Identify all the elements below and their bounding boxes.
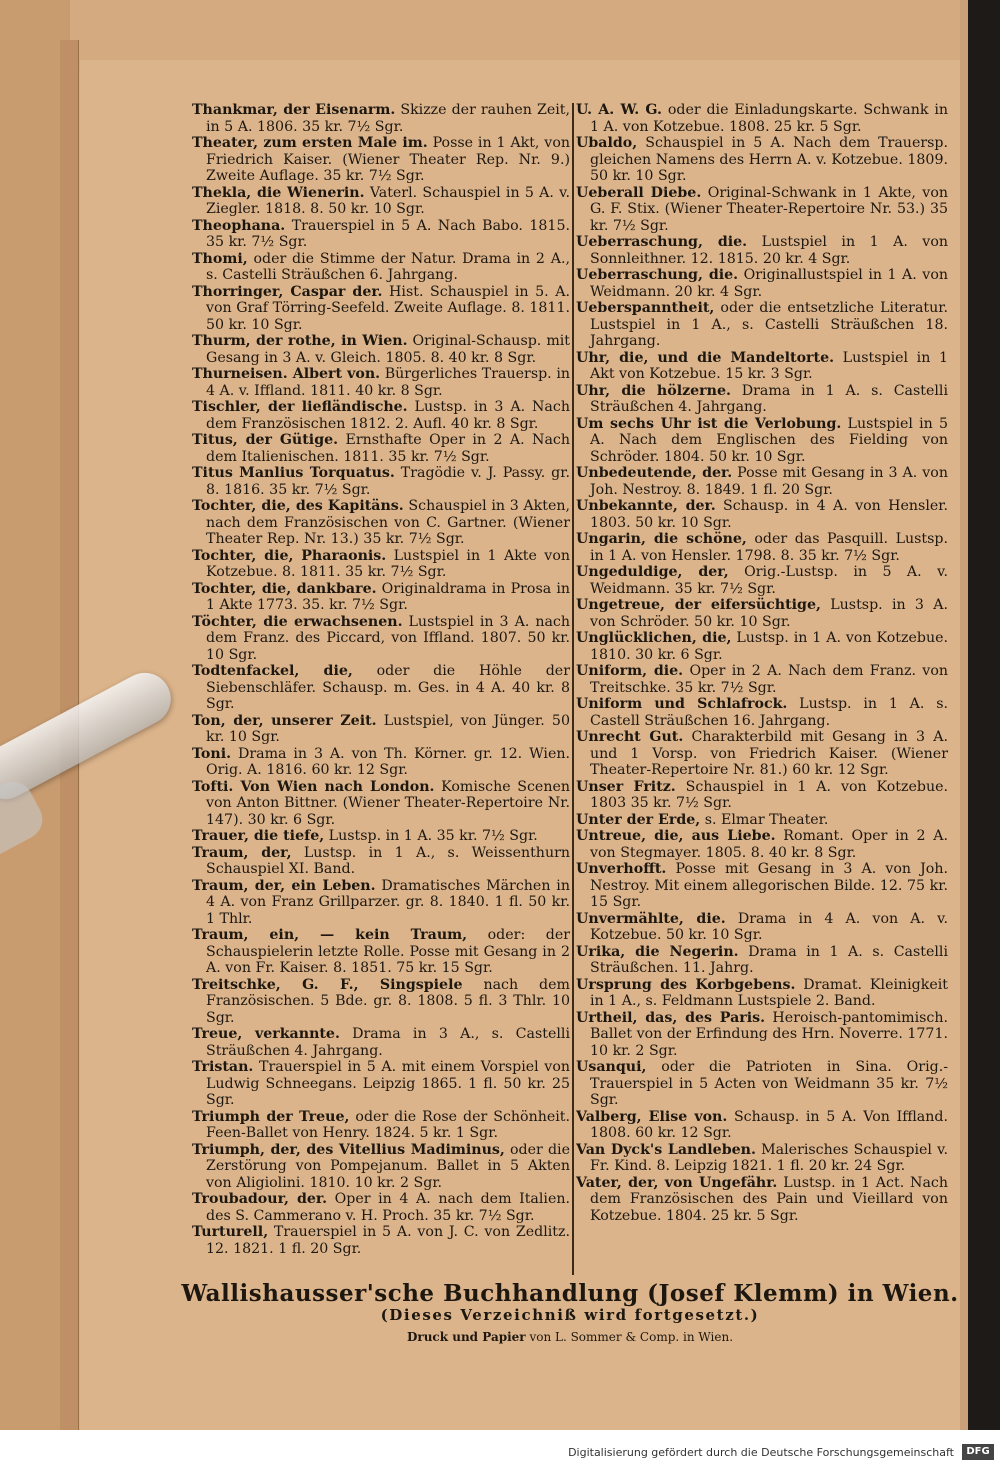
right-column [576,102,948,1224]
catalog-entry [192,581,570,614]
entry-details: Heroisch-pantomimisch. Ballet von der Erfindung des Hrn. Noverre. 1771. 10 kr. 2 Sgr. [590,1009,948,1059]
catalog-entry [192,1109,570,1142]
entry-details: Bürgerliches Trauersp. in 4 A. v. Iffland. 1811. 40 kr. 8 Sgr. [206,366,570,399]
entry-details: Dramatisches Märchen in 4 A. von Franz Grillparzer. gr. 8. 1840. 1 fl. 50 kr. 1 Thlr. [206,877,570,927]
entry-title: Thekla, die Wienerin. [192,184,365,201]
entry-title: Treitschke, G. F., Singspiele [192,976,463,993]
entry-title: Todtenfackel, die, [192,663,353,679]
catalog-entry [192,1059,570,1109]
catalog-entry [192,746,570,779]
catalog-entry [192,1026,570,1059]
catalog-entry [192,498,570,548]
column-divider [572,103,574,1275]
printer-bold: Druck und Papier [406,1330,526,1344]
catalog-entry [576,597,948,630]
entry-details: Trauerspiel in 5 A. mit einem Vorspiel von Ludwig Schneegans. Leipzig 1865. 1 fl. 50 kr. 25 Sgr. [206,1059,570,1108]
scanner-dark-border [968,0,1000,1430]
catalog-entry [192,432,570,465]
catalog-entry [576,1142,948,1175]
entry-details: Komische Scenen von Anton Bittner. (Wiener Theater-Repertoire Nr. 147). 30 kr. 6 Sgr. [206,778,570,828]
entry-title: Thurm, der rothe, in Wien. [192,333,408,349]
catalog-entry [192,218,570,251]
entry-details: Drama in 4 A. von A. v. Kotzebue. 50 kr. 10 Sgr. [590,910,949,943]
catalog-entry [576,828,948,861]
entry-title: Unverhofft. [576,861,667,877]
entry-title: Untreue, die, aus Liebe. [576,828,776,844]
catalog-entry [192,102,570,135]
entry-title: Uhr, die, und die Mandeltorte. [576,349,835,366]
catalog-entry [576,234,948,267]
catalog-entry [576,911,948,944]
entry-title: Tristan. [192,1059,254,1075]
entry-details: Malerisches Schauspiel v. Fr. Kind. 8. Leipzig 1821. 1 fl. 20 kr. 24 Sgr. [590,1141,948,1174]
entry-details: oder die Patrioten in Sina. Orig.-Trauerspiel in 5 Acten von Weidmann 35 kr. 7½ Sgr. [590,1059,948,1108]
entry-details: Skizze der rauhen Zeit, in 5 A. 1806. 35 kr. 7½ Sgr. [206,102,570,135]
catalog-entry [192,135,570,185]
entry-title: Trauer, die tiefe, [192,828,325,844]
entry-title: Thankmar, der Eisenarm. [192,102,396,118]
entry-details: Lustspiel in 5 A. Nach dem Englischen des Fielding von Schröder. 1804. 50 kr. 10 Sgr. [590,415,948,465]
dfg-logo: DFG [962,1444,994,1460]
entry-title: Van Dyck's Landleben. [576,1141,756,1158]
entry-title: Tofti. Von Wien nach London. [192,778,435,795]
entry-title: Um sechs Uhr ist die Verlobung. [576,415,842,432]
continuation-note: (Dieses Verzeichniß wird fortgesetzt.) [380,1306,760,1324]
entry-details: Romant. Oper in 2 A. von Stegmayer. 1805. 8. 40 kr. 8 Sgr. [590,828,949,861]
entry-details: Originaldrama in Prosa in 1 Akte 1773. 35. kr. 7½ Sgr. [206,580,571,613]
catalog-entry [192,779,570,829]
entry-details: Schausp. in 4 A. von Hensler. 1803. 50 kr. 10 Sgr. [590,498,948,531]
entry-details: Lustsp. in 1 Act. Nach dem Französischen des Pain und Vieillard von Kotzebue. 1804. 25 kr. 5 Sgr. [590,1174,948,1224]
catalog-entry [576,812,948,829]
entry-details: Hist. Schauspiel in 5. A. von Graf Törring-Seefeld. Zweite Auflage. 8. 1811. 50 kr. 10 Sgr. [206,283,570,333]
entry-title: Uniform und Schlafrock. [576,696,788,712]
catalog-entry [192,845,570,878]
entry-details: oder: der Schauspielerin letzte Rolle. Posse mit Gesang in 2 A. von Fr. Kaiser. 8. 1851. 75 kr. 15 Sgr. [206,927,570,976]
entry-details: Trauerspiel in 5 A. von J. C. von Zedlitz. 12. 1821. 1 fl. 20 Sgr. [206,1224,570,1257]
catalog-entry [192,663,570,713]
catalog-entry [576,696,948,729]
entry-title: Uhr, die hölzerne. [576,382,731,399]
entry-title: Ueberspanntheit, [576,300,715,316]
entry-title: Theater, zum ersten Male im. [192,135,428,151]
catalog-entry [576,779,948,812]
catalog-entry [192,284,570,334]
entry-title: Thurneisen. Albert von. [192,366,381,382]
entry-details: Posse in 1 Akt, von Friedrich Kaiser. (Wiener Theater Rep. Nr. 9.) Zweite Auflage. 35 kr. 7½ Sgr. [206,135,571,184]
catalog-entry [192,614,570,664]
entry-title: Valberg, Elise von. [576,1108,728,1125]
entry-title: Urika, die Negerin. [576,943,739,960]
catalog-entry [576,465,948,498]
catalog-entry [192,465,570,498]
entry-details: Drama in 3 A., s. Castelli Sträußchen 4. Jahrgang. [206,1026,570,1059]
dfg-credit: Digitalisierung gefördert durch die Deutsche Forschungsgemeinschaft [568,1446,954,1459]
printer-line [180,1330,960,1344]
entry-title: Tischler, der liefländische. [192,399,408,415]
entry-details: s. Elmar Theater. [700,811,829,828]
entry-title: U. A. W. G. [576,102,662,118]
entry-title: Unglücklichen, die, [576,630,732,646]
entry-title: Ubaldo, [576,135,638,151]
printer-rest: von L. Sommer & Comp. in Wien. [525,1330,734,1344]
entry-title: Traum, der, [192,844,292,861]
catalog-entry [576,531,948,564]
catalog-entry [576,1059,948,1109]
entry-details: oder die Höhle der Siebenschläfer. Schausp. m. Ges. in 4 A. 40 kr. 8 Sgr. [206,663,570,712]
catalog-entry [576,977,948,1010]
entry-title: Tochter, die, Pharaonis. [192,547,387,564]
entry-details: Posse mit Gesang in 3 A. von Joh. Nestroy. Mit einem allegorischen Bilde. 12. 75 kr. 15 Sgr. [590,861,948,910]
entry-title: Titus, der Gütige. [192,432,339,448]
entry-details: Trauerspiel in 5 A. Nach Babo. 1815. 35 kr. 7½ Sgr. [206,217,570,250]
catalog-entry [576,498,948,531]
catalog-entry [576,185,948,235]
catalog-entry [192,251,570,284]
catalog-entry [576,1010,948,1060]
entry-details: nach dem Französischen. 5 Bde. gr. 8. 1808. 5 fl. 3 Thlr. 10 Sgr. [206,976,570,1026]
entry-details: Original-Schausp. mit Gesang in 3 A. v. Gleich. 1805. 8. 40 kr. 8 Sgr. [206,333,571,366]
entry-details: Lustsp. in 1 A. s. Castell Sträußchen 16. Jahrgang. [590,696,948,729]
entry-title: Ueberall Diebe. [576,184,702,201]
entry-details: Lustsp. in 1 A., s. Weissenthurn Schauspiel XI. Band. [206,844,570,877]
catalog-entry [192,713,570,746]
catalog-entry [192,977,570,1027]
entry-title: Thomi, [192,250,248,267]
catalog-entry [576,383,948,416]
entry-title: Unser Fritz. [576,778,676,795]
entry-title: Unrecht Gut. [576,729,684,745]
entry-title: Töchter, die erwachsenen. [192,613,403,630]
entry-title: Ungetreue, der eifersüchtige, [576,597,821,613]
entry-details: Original-Schwank in 1 Akte, von G. F. Stix. (Wiener Theater-Repertoire Nr. 53.) 35 kr. 7½ Sgr. [590,184,948,234]
catalog-entry [576,861,948,911]
catalog-entry [576,267,948,300]
entry-title: Treue, verkannte. [192,1026,340,1042]
catalog-entry [192,828,570,845]
catalog-entry [192,399,570,432]
entry-title: Unbedeutende, der. [576,465,733,481]
catalog-entry [192,185,570,218]
entry-title: Ueberraschung, die. [576,234,748,250]
catalog-entry [576,1175,948,1225]
entry-title: Thorringer, Caspar der. [192,283,383,300]
catalog-entry [576,630,948,663]
catalog-entry [576,663,948,696]
entry-title: Ueberraschung, die. [576,267,739,283]
catalog-entry [192,333,570,366]
entry-details: Originallustspiel in 1 A. von Weidmann. 20 kr. 4 Sgr. [590,267,948,300]
entry-title: Ungeduldige, der, [576,564,729,580]
entry-details: Schauspiel in 1 A. von Kotzebue. 1803 35 kr. 7½ Sgr. [590,778,948,811]
catalog-entry [576,102,948,135]
publisher-line: Wallishausser'sche Buchhandlung (Josef Klemm) in Wien. [181,1280,959,1307]
entry-title: Unter der Erde, [576,811,701,828]
catalog-entry [192,927,570,977]
catalog-entry [192,1224,570,1257]
entry-details: Lustspiel, von Jünger. 50 kr. 10 Sgr. [206,712,570,745]
entry-details: oder die Rose der Schönheit. Feen-Ballet von Henry. 1824. 5 kr. 1 Sgr. [206,1108,571,1141]
entry-title: Unbekannte, der. [576,498,716,514]
entry-details: Ernsthafte Oper in 2 A. Nach dem Italienischen. 1811. 35 kr. 7½ Sgr. [206,432,570,465]
entry-details: oder das Pasquill. Lustsp. in 1 A. von Hensler. 1798. 8. 35 kr. 7½ Sgr. [590,531,948,564]
entry-title: Tochter, die, dankbare. [192,580,377,597]
entry-title: Uniform, die. [576,663,684,679]
catalog-entry [576,564,948,597]
entry-details: Drama in 1 A. s. Castelli Sträußchen 4. Jahrgang. [590,382,948,415]
entry-details: Drama in 1 A. s. Castelli Sträußchen. 11. Jahrg. [590,943,948,976]
entry-details: Dramat. Kleinigkeit in 1 A., s. Feldmann Lustspiele 2. Band. [590,976,948,1009]
entry-title: Traum, ein, — kein Traum, [192,927,468,943]
entry-title: Ton, der, unserer Zeit. [192,712,377,729]
entry-details: Drama in 3 A. von Th. Körner. gr. 12. Wien. Orig. A. 1816. 60 kr. 12 Sgr. [206,745,570,778]
entry-title: Unvermählte, die. [576,910,726,927]
entry-details: Lustspiel in 1 A. von Sonnleithner. 12. 1815. 20 kr. 4 Sgr. [590,234,949,267]
entry-details: Oper in 2 A. Nach dem Franz. von Treitschke. 35 kr. 7½ Sgr. [590,663,948,696]
entry-title: Urtheil, das, des Paris. [576,1009,766,1026]
entry-details: oder die Stimme der Natur. Drama in 2 A., s. Castelli Sträußchen 6. Jahrgang. [206,250,570,283]
entry-details: oder die entsetzliche Literatur. Lustspiel in 1 A., s. Castelli Sträußchen 18. Jahrgang. [590,300,948,349]
entry-details: Lustspiel in 1 Akte von Kotzebue. 8. 1811. 35 kr. 7½ Sgr. [206,547,570,580]
catalog-entry [576,944,948,977]
entry-title: Vater, der, von Ungefähr. [576,1174,778,1191]
catalog-entry [192,878,570,928]
entry-details: oder die Zerstörung von Pompejanum. Ballet in 5 Akten von Aligiolini. 1810. 10 kr. 2 Sgr. [206,1141,570,1191]
entry-title: Ursprung des Korbgebens. [576,976,796,993]
left-column [192,102,570,1257]
entry-title: Triumph der Treue, [192,1108,350,1125]
catalog-entry [192,548,570,581]
entry-details: Schausp. in 5 A. Von Iffland. 1808. 60 kr. 12 Sgr. [590,1108,948,1141]
entry-details: Tragödie v. J. Passy. gr. 8. 1816. 35 kr. 7½ Sgr. [206,465,570,498]
entry-details: Oper in 4 A. nach dem Italien. des S. Cammerano v. H. Proch. 35 kr. 7½ Sgr. [206,1191,570,1224]
entry-title: Toni. [192,745,232,762]
entry-details: Lustsp. in 1 A. von Kotzebue. 1810. 30 kr. 6 Sgr. [590,630,948,663]
entry-title: Tochter, die, des Kapitäns. [192,498,404,514]
entry-details: Vaterl. Schauspiel in 5 A. v. Ziegler. 1818. 8. 50 kr. 10 Sgr. [206,184,570,217]
entry-details: Lustsp. in 1 A. 35 kr. 7½ Sgr. [324,828,538,844]
entry-title: Usanqui, [576,1059,647,1075]
catalog-entry [576,416,948,466]
entry-title: Troubadour, der. [192,1191,328,1207]
catalog-entry [192,366,570,399]
entry-title: Titus Manlius Torquatus. [192,465,395,481]
catalog-entry [576,135,948,185]
entry-details: Lustsp. in 3 A. Nach dem Französischen 1812. 2. Aufl. 40 kr. 8 Sgr. [206,399,570,432]
entry-details: Lustspiel in 1 Akt von Kotzebue. 15 kr. 3 Sgr. [590,349,948,382]
catalog-entry [192,1191,570,1224]
catalog-entry [576,1109,948,1142]
catalog-entry [576,729,948,779]
entry-details: Schauspiel in 3 Akten, nach dem Französischen von C. Gartner. (Wiener Theater Rep. Nr. 13.) 35 kr. 7½ Sgr. [206,498,571,547]
entry-title: Ungarin, die schöne, [576,531,747,547]
entry-details: Schauspiel in 5 A. Nach dem Trauersp. gleichen Namens des Herrn A. v. Kotzebue. 1809. 50 kr. 10 Sgr. [590,135,948,184]
entry-details: oder die Einladungskarte. Schwank in 1 A. von Kotzebue. 1808. 25 kr. 5 Sgr. [590,102,949,135]
entry-details: Lustspiel in 3 A. nach dem Franz. des Piccard, von Iffland. 1807. 50 kr. 10 Sgr. [206,613,570,663]
entry-title: Turturell, [192,1224,269,1240]
catalog-entry [576,300,948,350]
entry-details: Charakterbild mit Gesang in 3 A. und 1 Vorsp. von Friedrich Kaiser. (Wiener Theater-Repertoire Nr. 81.) 60 kr. 12 Sgr. [590,729,948,778]
catalog-entry [576,350,948,383]
entry-details: Orig.-Lustsp. in 5 A. v. Weidmann. 35 kr. 7½ Sgr. [590,564,948,597]
entry-details: Posse mit Gesang in 3 A. von Joh. Nestroy. 8. 1849. 1 fl. 20 Sgr. [590,465,948,498]
entry-details: Lustsp. in 3 A. von Schröder. 50 kr. 10 Sgr. [590,597,948,630]
entry-title: Theophana. [192,217,286,234]
entry-title: Triumph, der, des Vitellius Madiminus, [192,1141,505,1158]
catalog-entry [192,1142,570,1192]
entry-title: Traum, der, ein Leben. [192,877,376,894]
